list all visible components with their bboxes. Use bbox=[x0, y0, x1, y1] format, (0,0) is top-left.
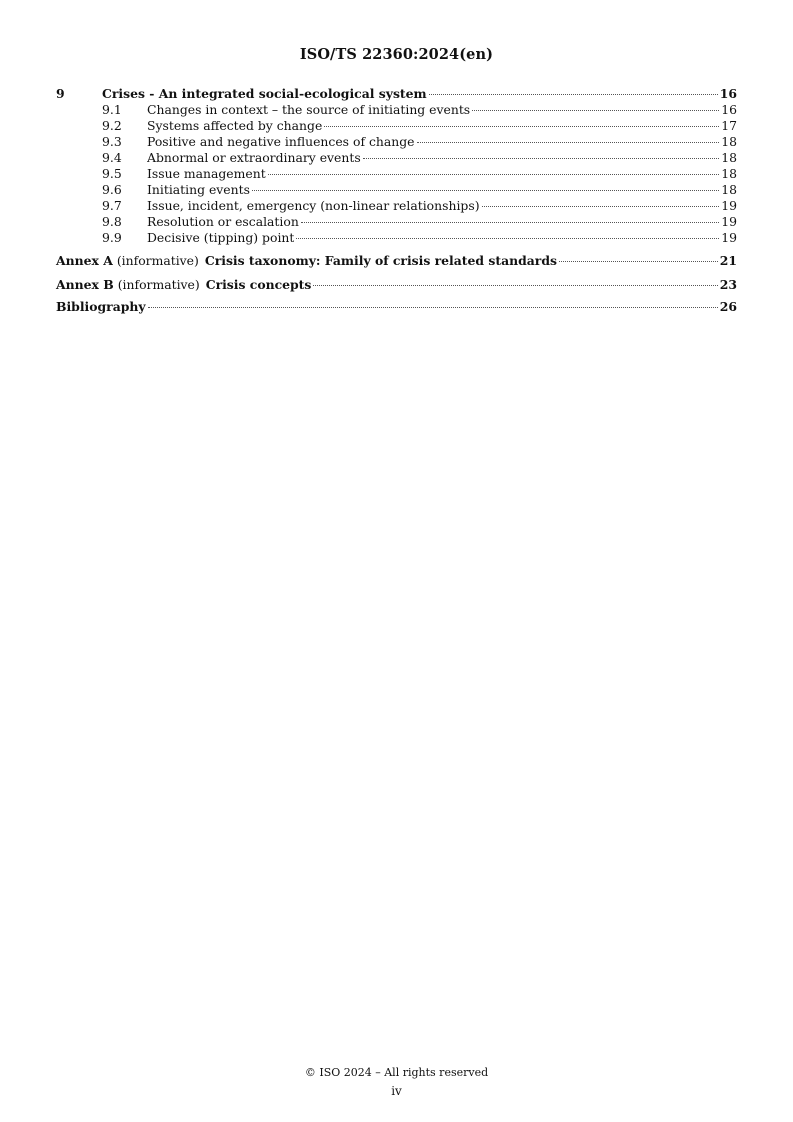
toc-entry-number: 9.7 bbox=[102, 198, 122, 213]
toc-annex-label: Annex A bbox=[56, 253, 113, 268]
toc-dot-leader bbox=[324, 126, 719, 127]
toc-entry-number: 9.4 bbox=[102, 150, 122, 165]
page-number: iv bbox=[391, 1084, 402, 1098]
toc-dot-leader bbox=[417, 142, 720, 143]
toc-entry-title: Bibliography bbox=[56, 299, 146, 314]
toc-entry-title: Issue, incident, emergency (non-linear relationships) bbox=[147, 198, 480, 213]
toc-annex-info: (informative) bbox=[117, 277, 200, 292]
toc-entry-page: 18 bbox=[721, 150, 737, 165]
toc-entry-title: Issue management bbox=[147, 166, 266, 181]
toc-entry-page: 18 bbox=[721, 166, 737, 181]
toc-entry-title: Crisis taxonomy: Family of crisis related standards bbox=[204, 253, 557, 268]
toc-entry-9-7[interactable] bbox=[56, 198, 737, 214]
toc-annex-info: (informative) bbox=[116, 253, 199, 268]
toc-entry-9-5[interactable] bbox=[56, 166, 737, 182]
toc-entry-title: Abnormal or extraordinary events bbox=[147, 150, 361, 165]
toc-entry-page: 16 bbox=[721, 102, 737, 117]
toc-entry-page: 21 bbox=[719, 253, 737, 268]
toc-entry-title: Positive and negative influences of change bbox=[147, 134, 415, 149]
toc-dot-leader bbox=[252, 190, 719, 191]
toc-entry-page: 23 bbox=[719, 277, 737, 292]
toc-entry-clause-9[interactable] bbox=[56, 86, 737, 102]
toc-dot-leader bbox=[296, 238, 719, 239]
toc-entry-page: 17 bbox=[721, 118, 737, 133]
toc-entry-number: 9.8 bbox=[102, 214, 122, 229]
toc-entry-title: Crises - An integrated social-ecological system bbox=[102, 86, 427, 101]
toc-entry-9-6[interactable] bbox=[56, 182, 737, 198]
toc-annex-label: Annex B bbox=[56, 277, 114, 292]
toc-dot-leader bbox=[472, 110, 719, 111]
toc-dot-leader bbox=[301, 222, 719, 223]
toc-dot-leader bbox=[363, 158, 720, 159]
toc-entry-9-8[interactable] bbox=[56, 214, 737, 230]
toc-entry-page: 19 bbox=[721, 214, 737, 229]
toc-entry-number: 9 bbox=[56, 86, 65, 101]
toc-entry-page: 16 bbox=[719, 86, 737, 101]
toc-entry-number: 9.3 bbox=[102, 134, 122, 149]
toc-entry-9-9[interactable] bbox=[56, 230, 737, 246]
toc-entry-title: Initiating events bbox=[147, 182, 250, 197]
toc-entry-page: 26 bbox=[719, 299, 737, 314]
toc-entry-page: 19 bbox=[721, 198, 737, 213]
toc-entry-number: 9.5 bbox=[102, 166, 122, 181]
document-header: ISO/TS 22360:2024(en) bbox=[299, 46, 494, 63]
toc-entry-number: 9.6 bbox=[102, 182, 122, 197]
toc-dot-leader bbox=[268, 174, 720, 175]
table-of-contents bbox=[56, 86, 737, 316]
toc-entry-title: Changes in context – the source of initiating events bbox=[147, 102, 471, 117]
toc-entry-9-4[interactable] bbox=[56, 150, 737, 166]
toc-dot-leader bbox=[148, 307, 718, 308]
toc-entry-9-3[interactable] bbox=[56, 134, 737, 150]
toc-entry-9-2[interactable] bbox=[56, 118, 737, 134]
toc-entry-title: Crisis concepts bbox=[205, 277, 312, 292]
toc-entry-title: Systems affected by change bbox=[147, 118, 323, 133]
toc-entry-page: 18 bbox=[721, 182, 737, 197]
toc-entry-title: Resolution or escalation bbox=[147, 214, 299, 229]
toc-entry-title: Decisive (tipping) point bbox=[147, 230, 295, 245]
toc-entry-number: 9.9 bbox=[102, 230, 122, 245]
toc-entry-page: 19 bbox=[721, 230, 737, 245]
toc-dot-leader bbox=[313, 285, 717, 286]
toc-entry-bibliography[interactable] bbox=[56, 298, 737, 316]
toc-dot-leader bbox=[429, 94, 718, 95]
toc-entry-number: 9.2 bbox=[102, 118, 122, 133]
toc-entry-9-1[interactable] bbox=[56, 102, 737, 118]
toc-dot-leader bbox=[559, 261, 718, 262]
toc-entry-annex-b[interactable] bbox=[56, 276, 737, 294]
toc-entry-page: 18 bbox=[721, 134, 737, 149]
toc-dot-leader bbox=[482, 206, 720, 207]
toc-entry-number: 9.1 bbox=[102, 102, 122, 117]
toc-entry-annex-a[interactable] bbox=[56, 252, 737, 270]
copyright-notice: © ISO 2024 – All rights reserved bbox=[304, 1066, 489, 1079]
